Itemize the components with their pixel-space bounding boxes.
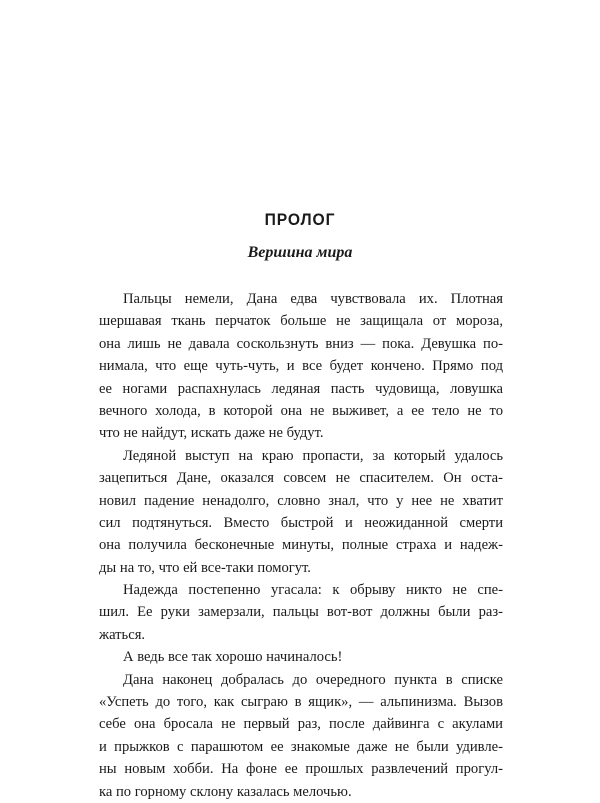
text-line: себе она бросала не первый раз, после дайвинга с акулами — [99, 716, 503, 733]
text-line: новил падение ненадолго, словно знал, что у нее не хватит — [99, 492, 503, 509]
text-line: ка по горному склону казалась мелочью. — [99, 783, 352, 800]
body-text — [99, 288, 503, 803]
text-line: А ведь все так хорошо начиналось! — [123, 649, 343, 666]
text-line: «Успеть до того, как сыграю в ящик», — альпинизма. Вызов — [99, 694, 503, 711]
text-line: Пальцы немели, Дана едва чувствовала их. Плотная — [123, 291, 503, 307]
text-line: жаться. — [99, 626, 146, 643]
text-line: Ледяной выступ на краю пропасти, за который удалось — [123, 447, 503, 464]
text-line: ды на то, что ей все-таки помогут. — [99, 559, 311, 576]
chapter-title: ПРОЛОГ — [264, 210, 336, 229]
text-line: шил. Ее руки замерзали, пальцы вот-вот должны были раз- — [99, 604, 503, 621]
text-line: ее ногами распахнулась ледяная пасть чудовища, ловушка — [99, 380, 503, 397]
text-line: она лишь не давала соскользнуть вниз — пока. Девушка по- — [99, 335, 503, 352]
text-line: вечного холода, в которой она не выживет, а ее тело не то — [99, 402, 503, 419]
text-line: шершавая ткань перчаток больше не защищала от мороза, — [99, 313, 503, 330]
text-line: Надежда постепенно угасала: к обрыву никто не спе- — [123, 582, 503, 599]
text-line: зацепиться Дане, оказался совсем не спасителем. Он оста- — [99, 470, 503, 487]
text-line: Дана наконец добралась до очередного пункта в списке — [123, 671, 503, 688]
text-line: нимала, что еще чуть-чуть, и все будет кончено. Прямо под — [99, 358, 503, 375]
text-line: и прыжков с парашютом ее знакомые даже не были удивле- — [99, 738, 503, 755]
text-line: ны новым хобби. На фоне ее прошлых развлечений прогул- — [99, 761, 503, 778]
text-line: она получила бесконечные минуты, полные страха и надеж- — [99, 537, 503, 554]
text-line: сил подтянуться. Вместо быстрой и неожиданной смерти — [99, 514, 503, 531]
text-line: что не найдут, искать даже не будут. — [99, 425, 324, 442]
chapter-subtitle: Вершина мира — [247, 244, 353, 261]
